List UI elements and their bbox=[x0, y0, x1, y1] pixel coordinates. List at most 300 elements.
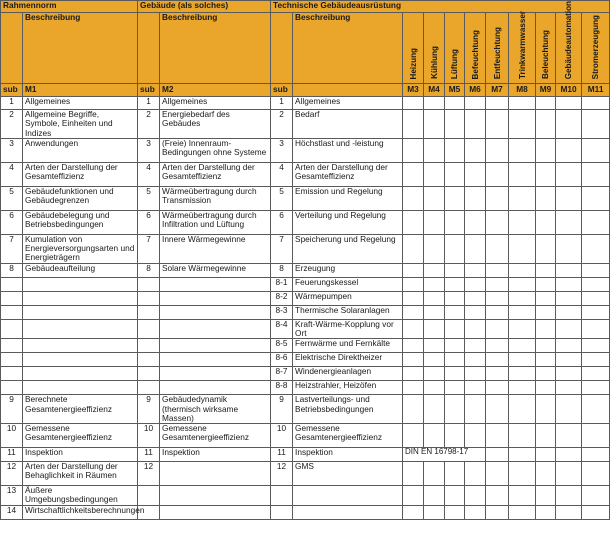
service-cell bbox=[486, 210, 509, 234]
service-cell bbox=[556, 339, 582, 353]
row-description-tga: Arten der Darstellung der Gesamteffizienz bbox=[293, 162, 403, 186]
service-cell bbox=[509, 381, 536, 395]
service-cell bbox=[509, 210, 536, 234]
service-cell bbox=[403, 277, 424, 291]
service-cell bbox=[582, 291, 610, 305]
service-cell bbox=[465, 138, 486, 162]
service-cell bbox=[536, 353, 556, 367]
row-description-m2 bbox=[160, 486, 271, 506]
service-cell bbox=[445, 424, 465, 448]
service-cell bbox=[465, 110, 486, 139]
row-number-m2 bbox=[138, 319, 160, 339]
row-description-tga: Höchstlast und -leistung bbox=[293, 138, 403, 162]
row-description-tga: Wärmepumpen bbox=[293, 291, 403, 305]
header-spacer-2 bbox=[138, 13, 160, 84]
service-cell bbox=[424, 291, 445, 305]
row-number-m1 bbox=[1, 381, 23, 395]
service-cell bbox=[445, 110, 465, 139]
service-cell bbox=[509, 138, 536, 162]
row-number-tga: 8-3 bbox=[271, 305, 293, 319]
service-cell bbox=[403, 97, 424, 110]
row-number-m1 bbox=[1, 305, 23, 319]
service-code: M4 bbox=[424, 84, 445, 97]
row-number-tga: 2 bbox=[271, 110, 293, 139]
service-cell bbox=[403, 339, 424, 353]
service-cell bbox=[582, 263, 610, 277]
service-cell bbox=[509, 505, 536, 519]
service-cell bbox=[582, 186, 610, 210]
service-cell bbox=[556, 395, 582, 424]
service-cell bbox=[424, 424, 445, 448]
row-description-m1: Arten der Darstellung der Gesamteffizienz bbox=[23, 162, 138, 186]
row-description-m1: Allgemeines bbox=[23, 97, 138, 110]
norm-reference: DIN EN 16798-17 bbox=[403, 448, 486, 462]
row-number-m2: 4 bbox=[138, 162, 160, 186]
service-cell bbox=[465, 234, 486, 263]
service-cell bbox=[582, 505, 610, 519]
service-cell bbox=[536, 319, 556, 339]
row-description-m1: Äußere Umgebungsbedingungen bbox=[23, 486, 138, 506]
service-cell bbox=[424, 110, 445, 139]
service-cell bbox=[582, 305, 610, 319]
row-description-m1: Arten der Darstellung der Behaglichkeit in Räumen bbox=[23, 462, 138, 486]
row-number-m1: 1 bbox=[1, 97, 23, 110]
row-number-m2: 1 bbox=[138, 97, 160, 110]
row-description-m1: Anwendungen bbox=[23, 138, 138, 162]
row-description-tga bbox=[293, 486, 403, 506]
service-cell bbox=[556, 138, 582, 162]
module-code-blank bbox=[293, 84, 403, 97]
service-cell bbox=[465, 97, 486, 110]
row-description-tga: Emission und Regelung bbox=[293, 186, 403, 210]
service-cell bbox=[582, 339, 610, 353]
service-cell bbox=[445, 162, 465, 186]
table-row bbox=[1, 319, 610, 339]
service-cell bbox=[403, 381, 424, 395]
service-cell bbox=[445, 138, 465, 162]
row-description-m1: Wirtschaftlichkeitsberechnungen bbox=[23, 505, 138, 519]
service-cell bbox=[556, 186, 582, 210]
service-cell bbox=[486, 486, 509, 506]
service-cell bbox=[424, 277, 445, 291]
row-description-m1: Berechnete Gesamtenergieeffizienz bbox=[23, 395, 138, 424]
row-description-tga: Lastverteilungs- und Betriebsbedingungen bbox=[293, 395, 403, 424]
service-cell bbox=[509, 448, 536, 462]
sub-label-1: sub bbox=[1, 84, 23, 97]
row-description-tga: Feuerungskessel bbox=[293, 277, 403, 291]
service-cell bbox=[445, 505, 465, 519]
row-description-m2: Wärmeübertragung durch Transmission bbox=[160, 186, 271, 210]
service-cell bbox=[486, 462, 509, 486]
service-cell bbox=[465, 305, 486, 319]
service-cell bbox=[424, 486, 445, 506]
service-cell bbox=[556, 462, 582, 486]
service-cell bbox=[424, 395, 445, 424]
row-description-m2: Solare Wärmegewinne bbox=[160, 263, 271, 277]
service-cell bbox=[445, 381, 465, 395]
service-cell bbox=[486, 367, 509, 381]
row-number-tga: 8-4 bbox=[271, 319, 293, 339]
row-description-m2 bbox=[160, 367, 271, 381]
service-cell bbox=[509, 353, 536, 367]
service-cell bbox=[465, 381, 486, 395]
row-number-m1: 2 bbox=[1, 110, 23, 139]
row-number-m1: 12 bbox=[1, 462, 23, 486]
service-cell bbox=[556, 110, 582, 139]
service-cell bbox=[536, 424, 556, 448]
service-header bbox=[486, 13, 509, 84]
row-number-m2: 6 bbox=[138, 210, 160, 234]
row-number-m1 bbox=[1, 277, 23, 291]
service-cell bbox=[509, 186, 536, 210]
service-cell bbox=[445, 263, 465, 277]
row-description-m2 bbox=[160, 291, 271, 305]
service-cell bbox=[465, 162, 486, 186]
service-cell bbox=[465, 367, 486, 381]
header-beschreibung-2: Beschreibung bbox=[160, 13, 271, 84]
row-number-tga: 5 bbox=[271, 186, 293, 210]
service-header bbox=[424, 13, 445, 84]
row-number-m1: 9 bbox=[1, 395, 23, 424]
row-description-m1 bbox=[23, 305, 138, 319]
row-description-m2: Inspektion bbox=[160, 448, 271, 462]
row-description-tga bbox=[293, 505, 403, 519]
service-cell bbox=[536, 486, 556, 506]
table-row bbox=[1, 263, 610, 277]
service-cell bbox=[424, 381, 445, 395]
row-number-m2 bbox=[138, 353, 160, 367]
service-cell bbox=[445, 395, 465, 424]
service-cell bbox=[465, 186, 486, 210]
row-description-tga: Allgemeines bbox=[293, 97, 403, 110]
service-cell bbox=[509, 486, 536, 506]
service-cell bbox=[465, 353, 486, 367]
row-description-m2: Gemessene Gesamtenergieeffizienz bbox=[160, 424, 271, 448]
service-cell bbox=[403, 486, 424, 506]
row-description-m2: Allgemeines bbox=[160, 97, 271, 110]
module-code-m2: M2 bbox=[160, 84, 271, 97]
row-number-tga: 8-8 bbox=[271, 381, 293, 395]
service-cell bbox=[582, 234, 610, 263]
service-cell bbox=[509, 339, 536, 353]
service-cell bbox=[465, 486, 486, 506]
row-number-tga: 8-2 bbox=[271, 291, 293, 305]
row-description-m2: Arten der Darstellung der Gesamteffizienz bbox=[160, 162, 271, 186]
service-cell bbox=[403, 210, 424, 234]
service-cell bbox=[509, 462, 536, 486]
table-row bbox=[1, 97, 610, 110]
service-cell bbox=[445, 291, 465, 305]
service-cell bbox=[403, 395, 424, 424]
row-description-m1 bbox=[23, 291, 138, 305]
header-spacer-1 bbox=[1, 13, 23, 84]
row-number-m1 bbox=[1, 319, 23, 339]
row-number-m2: 11 bbox=[138, 448, 160, 462]
service-cell bbox=[445, 186, 465, 210]
row-description-tga: Fernwärme und Fernkälte bbox=[293, 339, 403, 353]
service-cell bbox=[424, 263, 445, 277]
module-code-m1: M1 bbox=[23, 84, 138, 97]
row-description-m1: Gebäudeaufteilung bbox=[23, 263, 138, 277]
service-cell bbox=[445, 339, 465, 353]
service-cell bbox=[445, 305, 465, 319]
service-cell bbox=[445, 277, 465, 291]
row-number-m1: 8 bbox=[1, 263, 23, 277]
header-beschreibung-3: Beschreibung bbox=[293, 13, 403, 84]
row-number-m1 bbox=[1, 339, 23, 353]
group-header-tga: Technische Gebäudeausrüstung bbox=[271, 1, 610, 13]
service-name: Befeuchtung bbox=[470, 29, 480, 79]
table-row bbox=[1, 186, 610, 210]
service-cell bbox=[509, 162, 536, 186]
service-cell bbox=[536, 395, 556, 424]
service-cell bbox=[536, 110, 556, 139]
service-cell bbox=[556, 277, 582, 291]
row-number-m1: 5 bbox=[1, 186, 23, 210]
row-number-m2 bbox=[138, 305, 160, 319]
row-number-tga: 3 bbox=[271, 138, 293, 162]
service-cell bbox=[465, 505, 486, 519]
service-cell bbox=[424, 353, 445, 367]
service-cell bbox=[536, 381, 556, 395]
service-code: M11 bbox=[582, 84, 610, 97]
row-description-tga: Thermische Solaranlagen bbox=[293, 305, 403, 319]
service-cell bbox=[536, 234, 556, 263]
sub-label-3: sub bbox=[271, 84, 293, 97]
service-cell bbox=[536, 210, 556, 234]
service-cell bbox=[536, 367, 556, 381]
row-number-m2: 2 bbox=[138, 110, 160, 139]
service-cell bbox=[424, 339, 445, 353]
service-cell bbox=[582, 319, 610, 339]
service-code: M8 bbox=[509, 84, 536, 97]
service-cell bbox=[509, 234, 536, 263]
service-cell bbox=[509, 97, 536, 110]
service-cell bbox=[403, 263, 424, 277]
service-cell bbox=[582, 381, 610, 395]
row-number-m2 bbox=[138, 339, 160, 353]
table-row bbox=[1, 395, 610, 424]
table-body bbox=[1, 97, 610, 520]
service-cell bbox=[424, 234, 445, 263]
service-cell bbox=[486, 353, 509, 367]
service-cell bbox=[403, 353, 424, 367]
service-header bbox=[509, 13, 536, 84]
service-cell bbox=[403, 234, 424, 263]
sub-label-2: sub bbox=[138, 84, 160, 97]
service-header bbox=[556, 0, 582, 84]
row-number-m2: 8 bbox=[138, 263, 160, 277]
service-cell bbox=[424, 210, 445, 234]
row-description-m2: Energiebedarf des Gebäudes bbox=[160, 110, 271, 139]
service-cell bbox=[556, 263, 582, 277]
service-cell bbox=[465, 319, 486, 339]
row-description-m1: Kumulation von Energieversorgungsarten und Energieträgern bbox=[23, 234, 138, 263]
row-description-m2 bbox=[160, 305, 271, 319]
service-cell bbox=[556, 97, 582, 110]
service-cell bbox=[509, 305, 536, 319]
service-cell bbox=[424, 505, 445, 519]
row-description-m1 bbox=[23, 367, 138, 381]
row-description-m2 bbox=[160, 381, 271, 395]
service-cell bbox=[556, 486, 582, 506]
row-description-m1: Gebäudefunktionen und Gebäudegrenzen bbox=[23, 186, 138, 210]
row-description-m1: Allgemeine Begriffe, Symbole, Einheiten und Indizes bbox=[23, 110, 138, 139]
service-cell bbox=[445, 319, 465, 339]
service-cell bbox=[486, 505, 509, 519]
row-description-m1: Gebäudebelegung und Betriebsbedingungen bbox=[23, 210, 138, 234]
group-header-rahmennorm: Rahmennorm bbox=[1, 1, 138, 13]
row-number-tga: 12 bbox=[271, 462, 293, 486]
service-cell bbox=[582, 448, 610, 462]
service-cell bbox=[424, 97, 445, 110]
service-cell bbox=[445, 353, 465, 367]
service-cell bbox=[556, 367, 582, 381]
service-code: M10 bbox=[556, 84, 582, 97]
service-cell bbox=[403, 319, 424, 339]
service-header bbox=[582, 13, 610, 84]
table-row bbox=[1, 424, 610, 448]
service-cell bbox=[486, 186, 509, 210]
service-cell bbox=[486, 110, 509, 139]
row-number-tga: 7 bbox=[271, 234, 293, 263]
service-cell bbox=[424, 319, 445, 339]
row-number-tga: 4 bbox=[271, 162, 293, 186]
row-number-m2 bbox=[138, 486, 160, 506]
group-header-gebaeude: Gebäude (als solches) bbox=[138, 1, 271, 13]
row-number-m2 bbox=[138, 381, 160, 395]
service-cell bbox=[536, 448, 556, 462]
service-cell bbox=[582, 462, 610, 486]
row-description-tga: Bedarf bbox=[293, 110, 403, 139]
service-cell bbox=[582, 138, 610, 162]
row-number-m1: 14 bbox=[1, 505, 23, 519]
row-number-tga: 11 bbox=[271, 448, 293, 462]
service-cell bbox=[486, 277, 509, 291]
service-cell bbox=[403, 138, 424, 162]
service-cell bbox=[556, 162, 582, 186]
service-cell bbox=[536, 462, 556, 486]
service-cell bbox=[536, 263, 556, 277]
service-cell bbox=[556, 234, 582, 263]
service-cell bbox=[486, 162, 509, 186]
row-number-tga: 8 bbox=[271, 263, 293, 277]
service-cell bbox=[465, 462, 486, 486]
service-cell bbox=[424, 305, 445, 319]
row-number-m1: 10 bbox=[1, 424, 23, 448]
row-number-m2: 9 bbox=[138, 395, 160, 424]
table-row bbox=[1, 162, 610, 186]
service-cell bbox=[509, 277, 536, 291]
service-cell bbox=[486, 138, 509, 162]
service-cell bbox=[536, 305, 556, 319]
row-number-m1: 4 bbox=[1, 162, 23, 186]
table-row bbox=[1, 234, 610, 263]
service-name: Beleuchtung bbox=[541, 29, 550, 79]
row-number-tga bbox=[271, 486, 293, 506]
service-cell bbox=[536, 162, 556, 186]
service-header bbox=[445, 13, 465, 84]
service-cell bbox=[486, 263, 509, 277]
service-cell bbox=[486, 291, 509, 305]
row-description-m2: (Freie) Innenraum-Bedingungen ohne Systeme bbox=[160, 138, 271, 162]
service-code: M6 bbox=[465, 84, 486, 97]
row-description-tga: Kraft-Wärme-Kopplung vor Ort bbox=[293, 319, 403, 339]
service-cell bbox=[403, 110, 424, 139]
service-cell bbox=[582, 367, 610, 381]
service-cell bbox=[424, 162, 445, 186]
service-cell bbox=[486, 339, 509, 353]
service-cell bbox=[465, 291, 486, 305]
service-cell bbox=[556, 291, 582, 305]
service-cell bbox=[556, 319, 582, 339]
service-cell bbox=[536, 138, 556, 162]
row-number-tga: 1 bbox=[271, 97, 293, 110]
row-number-m2: 12 bbox=[138, 462, 160, 486]
table-row bbox=[1, 381, 610, 395]
table-row bbox=[1, 305, 610, 319]
service-cell bbox=[536, 97, 556, 110]
row-description-tga: Gemessene Gesamtenergieeffizienz bbox=[293, 424, 403, 448]
service-cell bbox=[486, 97, 509, 110]
service-cell bbox=[424, 186, 445, 210]
service-cell bbox=[445, 462, 465, 486]
row-number-m1 bbox=[1, 353, 23, 367]
service-cell bbox=[582, 110, 610, 139]
service-cell bbox=[403, 462, 424, 486]
row-description-m2 bbox=[160, 319, 271, 339]
table-row bbox=[1, 367, 610, 381]
service-cell bbox=[465, 395, 486, 424]
service-cell bbox=[509, 319, 536, 339]
row-number-m2 bbox=[138, 291, 160, 305]
row-description-m2: Gebäudedynamik (thermisch wirksame Massen) bbox=[160, 395, 271, 424]
service-cell bbox=[424, 462, 445, 486]
row-number-m1: 11 bbox=[1, 448, 23, 462]
service-cell bbox=[582, 395, 610, 424]
service-name: Entfeuchtung bbox=[492, 26, 502, 79]
service-name: Trinkwarmwasser bbox=[517, 11, 527, 79]
table-row bbox=[1, 486, 610, 506]
service-cell bbox=[509, 263, 536, 277]
row-number-m2: 3 bbox=[138, 138, 160, 162]
header-spacer-3 bbox=[271, 13, 293, 84]
row-description-m2 bbox=[160, 505, 271, 519]
row-number-m1 bbox=[1, 367, 23, 381]
service-cell bbox=[536, 505, 556, 519]
service-cell bbox=[486, 381, 509, 395]
service-name: Stromerzeugung bbox=[591, 14, 601, 79]
row-description-m1: Inspektion bbox=[23, 448, 138, 462]
row-description-m2 bbox=[160, 353, 271, 367]
service-cell bbox=[403, 186, 424, 210]
service-cell bbox=[556, 381, 582, 395]
service-cell bbox=[582, 486, 610, 506]
service-cell bbox=[509, 367, 536, 381]
table-row bbox=[1, 210, 610, 234]
service-cell bbox=[403, 305, 424, 319]
service-cell bbox=[403, 505, 424, 519]
row-description-m1 bbox=[23, 339, 138, 353]
row-description-m1: Gemessene Gesamtenergieeffizienz bbox=[23, 424, 138, 448]
row-description-tga: Windenergieanlagen bbox=[293, 367, 403, 381]
row-description-m2 bbox=[160, 277, 271, 291]
row-number-tga: 6 bbox=[271, 210, 293, 234]
row-description-m1 bbox=[23, 353, 138, 367]
row-number-m1: 3 bbox=[1, 138, 23, 162]
row-number-m1: 6 bbox=[1, 210, 23, 234]
service-cell bbox=[445, 97, 465, 110]
